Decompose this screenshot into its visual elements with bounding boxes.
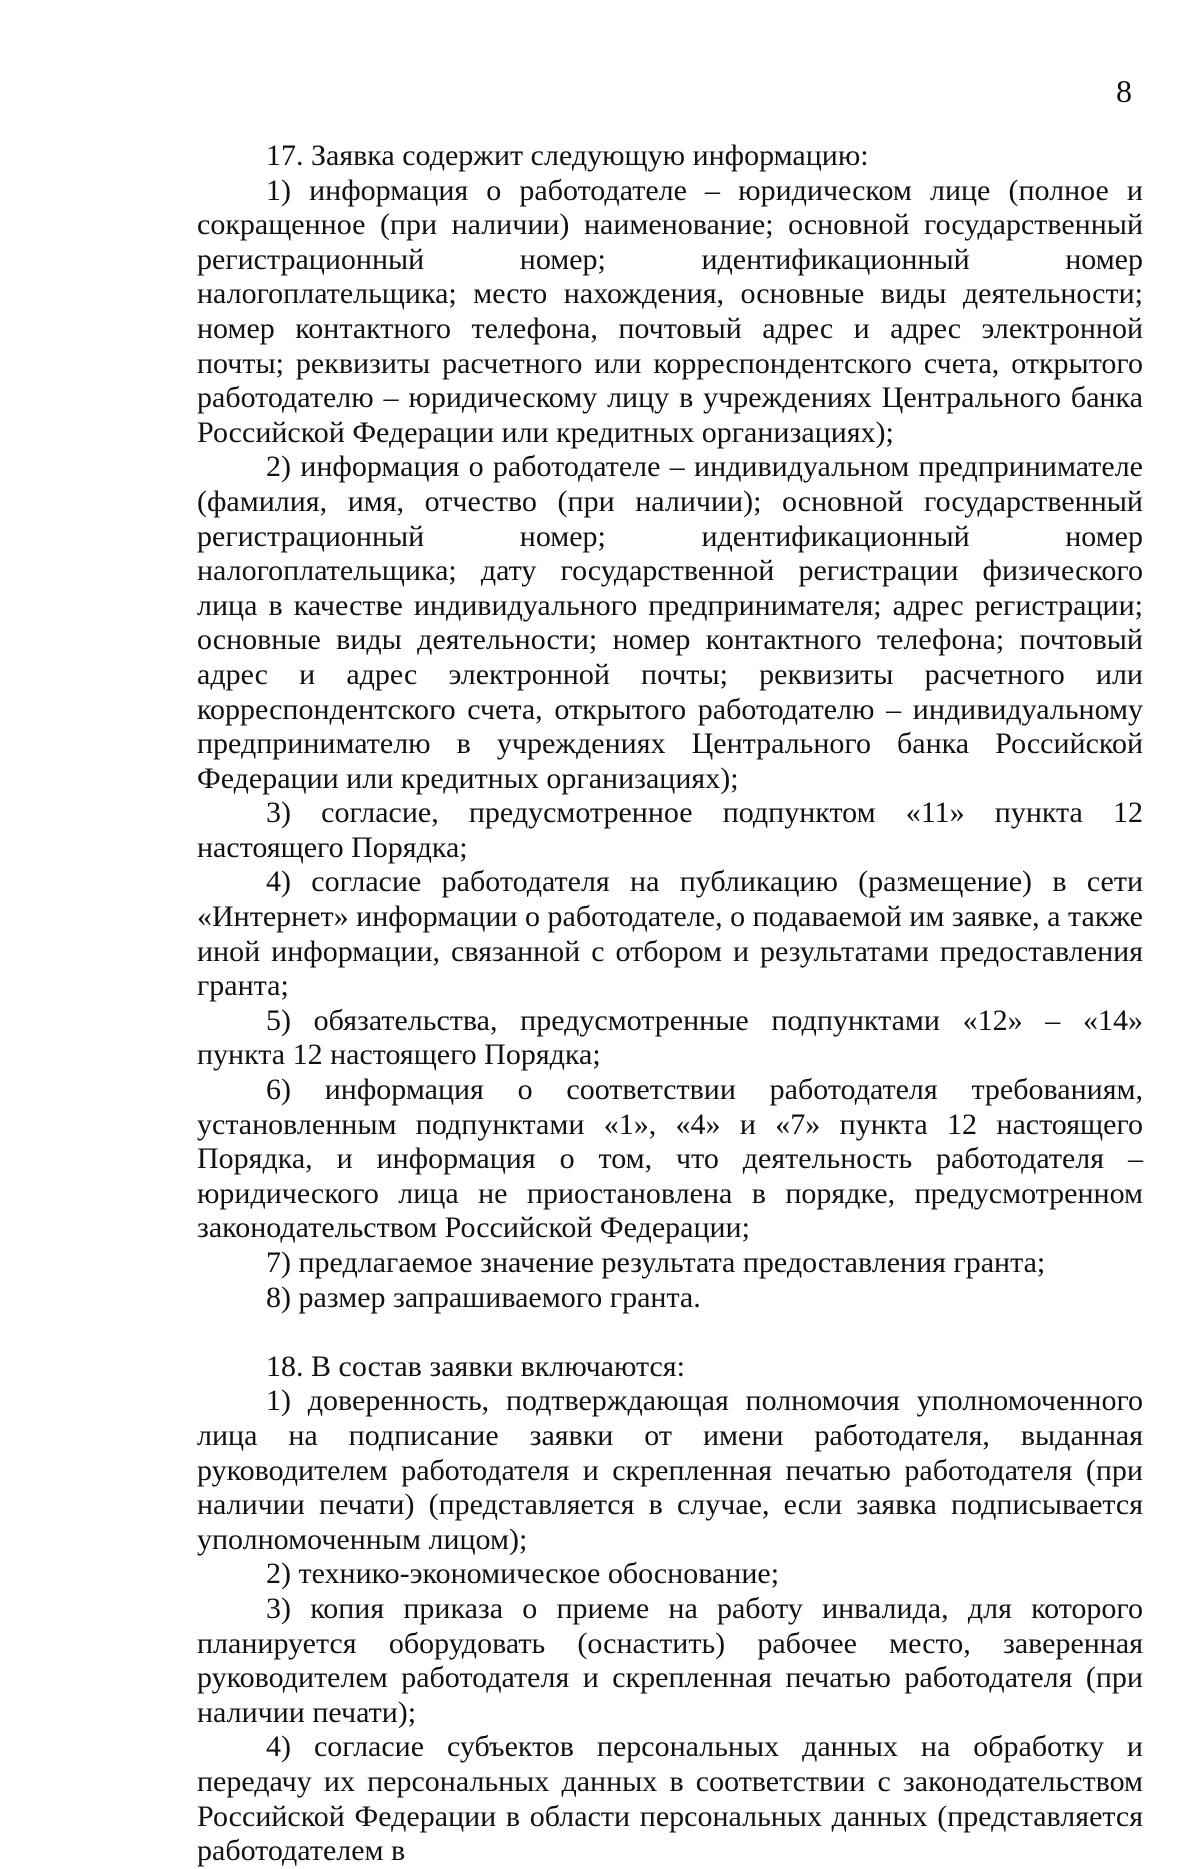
section-18-item-1: 1) доверенность, подтверждающая полномочия уполномоченного лица на подписание заявки от имени работодателя, выданная руководителем работодателя и скрепленная печатью работодателя (при наличии печати) (представляется в случае, если заявка подписывается уполномоченным лицом); [197, 1384, 1143, 1556]
document-body [197, 139, 1143, 1869]
page-number: 8 [1116, 73, 1132, 109]
section-17-item-7: 7) предлагаемое значение результата предоставления гранта; [266, 1246, 1046, 1279]
section-17-item-5: 5) обязательства, предусмотренные подпунктами «12» – «14» пункта 12 настоящего Порядка; [197, 1003, 1143, 1072]
section-17-item-1: 1) информация о работодателе – юридическом лице (полное и сокращенное (при наличии) наименование; основной государственный регистрационный номер; идентификационный номер налогоплательщика; место нахождения, основные виды деятельности; номер контактного телефона, почтовый адрес и адрес электронной почты; реквизиты расчетного или корреспондентского счета, открытого работодателю – юридическому лицу в учреждениях Центрального банка Российской Федерации или кредитных организациях); [197, 173, 1143, 449]
section-18-item-4: 4) согласие субъектов персональных данных на обработку и передачу их персональных данных в соответствии с законодательством Российской Федерации в области персональных данных (представляется работодателем в [197, 1730, 1143, 1868]
section-17-item-8: 8) размер запрашиваемого гранта. [266, 1280, 701, 1314]
section-17-item-3: 3) согласие, предусмотренное подпунктом «11» пункта 12 настоящего Порядка; [197, 796, 1143, 864]
section-18-item-3: 3) копия приказа о приеме на работу инвалида, для которого планируется оборудовать (оснастить) рабочее место, заверенная руководителем работодателя и скрепленная печатью работодателя (при наличии печати); [197, 1591, 1143, 1729]
section-17-heading: 17. Заявка содержит следующую информацию: [266, 139, 869, 172]
section-18-item-2: 2) технико-экономическое обоснование; [266, 1557, 780, 1591]
section-18-heading: 18. В состав заявки включаются: [266, 1349, 685, 1383]
section-17-item-2: 2) информация о работодателе – индивидуальном предпринимателе (фамилия, имя, отчество (при наличии); основной государственный регистрационный номер; идентификационный номер налогоплательщика; дату государственной регистрации физического лица в качестве индивидуального предпринимателя; адрес регистрации; основные виды деятельности; номер контактного телефона; почтовый адрес и адрес электронной почты; реквизиты расчетного или корреспондентского счета, открытого работодателю – индивидуальному предпринимателю в учреждениях Центрального банка Российской Федерации или кредитных организациях); [197, 450, 1143, 795]
section-17-item-6: 6) информация о соответствии работодателя требованиям, установленным подпунктами «1», «4» и «7» пункта 12 настоящего Порядка, и информация о том, что деятельность работодателя – юридического лица не приостановлена в порядке, предусмотренном законодательством Российской Федерации; [197, 1073, 1143, 1245]
section-17-item-4: 4) согласие работодателя на публикацию (размещение) в сети «Интернет» информации о работодателе, о подаваемой им заявке, а также иной информации, связанной с отбором и результатами предоставления гранта; [197, 865, 1143, 1003]
